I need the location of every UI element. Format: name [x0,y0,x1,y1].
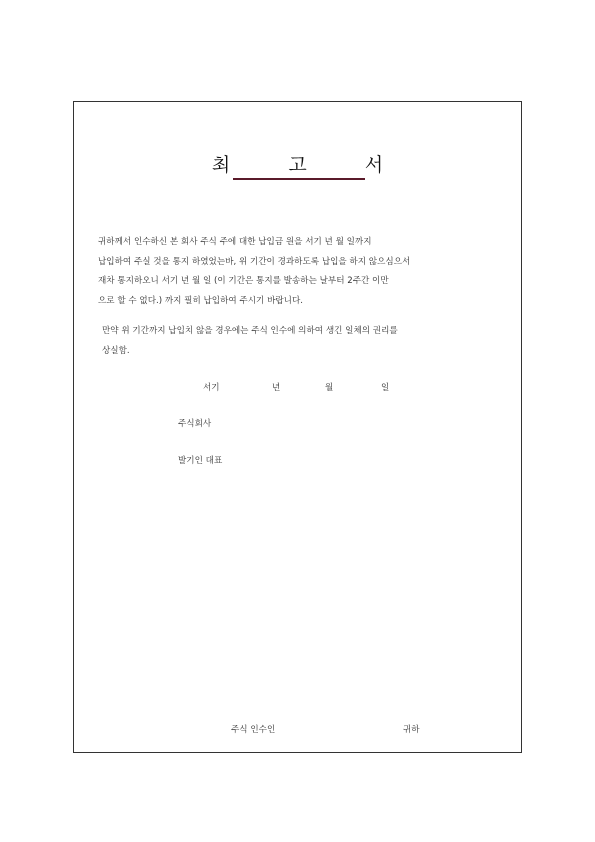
paragraph-line: 상실함. [102,345,130,356]
paragraph-line: 귀하께서 인수하신 본 회사 주식 주에 대한 납입금 원을 서기 년 월 일까지 [98,237,372,247]
date-era: 서기 [203,383,220,393]
date-month: 월 [325,383,334,393]
date-day: 일 [381,383,390,393]
honorific-label: 귀하 [403,725,420,735]
warning-paragraph [102,322,398,361]
paragraph-line: 으로 할 수 없다.) 까지 필히 납입하여 주시기 바랍니다. [98,295,304,306]
document-title: 최 고 서 [211,154,410,176]
title-underline [233,178,365,180]
paragraph-line: 재차 통지하오니 서기 년 월 일 (이 기간은 통지를 발송하는 날부터 2주간 이만 [98,276,389,286]
recipient-label: 주식 인수인 [231,725,276,735]
company-label: 주식회사 [178,419,212,429]
notice-paragraph [98,233,410,311]
paragraph-line: 만약 위 기간까지 납입치 않을 경우에는 주식 인수에 의하여 생긴 일체의 권리를 [102,326,398,336]
document-frame [73,101,522,753]
representative-label: 발기인 대표 [178,456,223,466]
date-year: 년 [272,383,281,393]
paragraph-line: 납입하여 주실 것을 통지 하였었는바, 위 기간이 경과하도록 납입을 하지 않으심으서 [98,256,411,267]
